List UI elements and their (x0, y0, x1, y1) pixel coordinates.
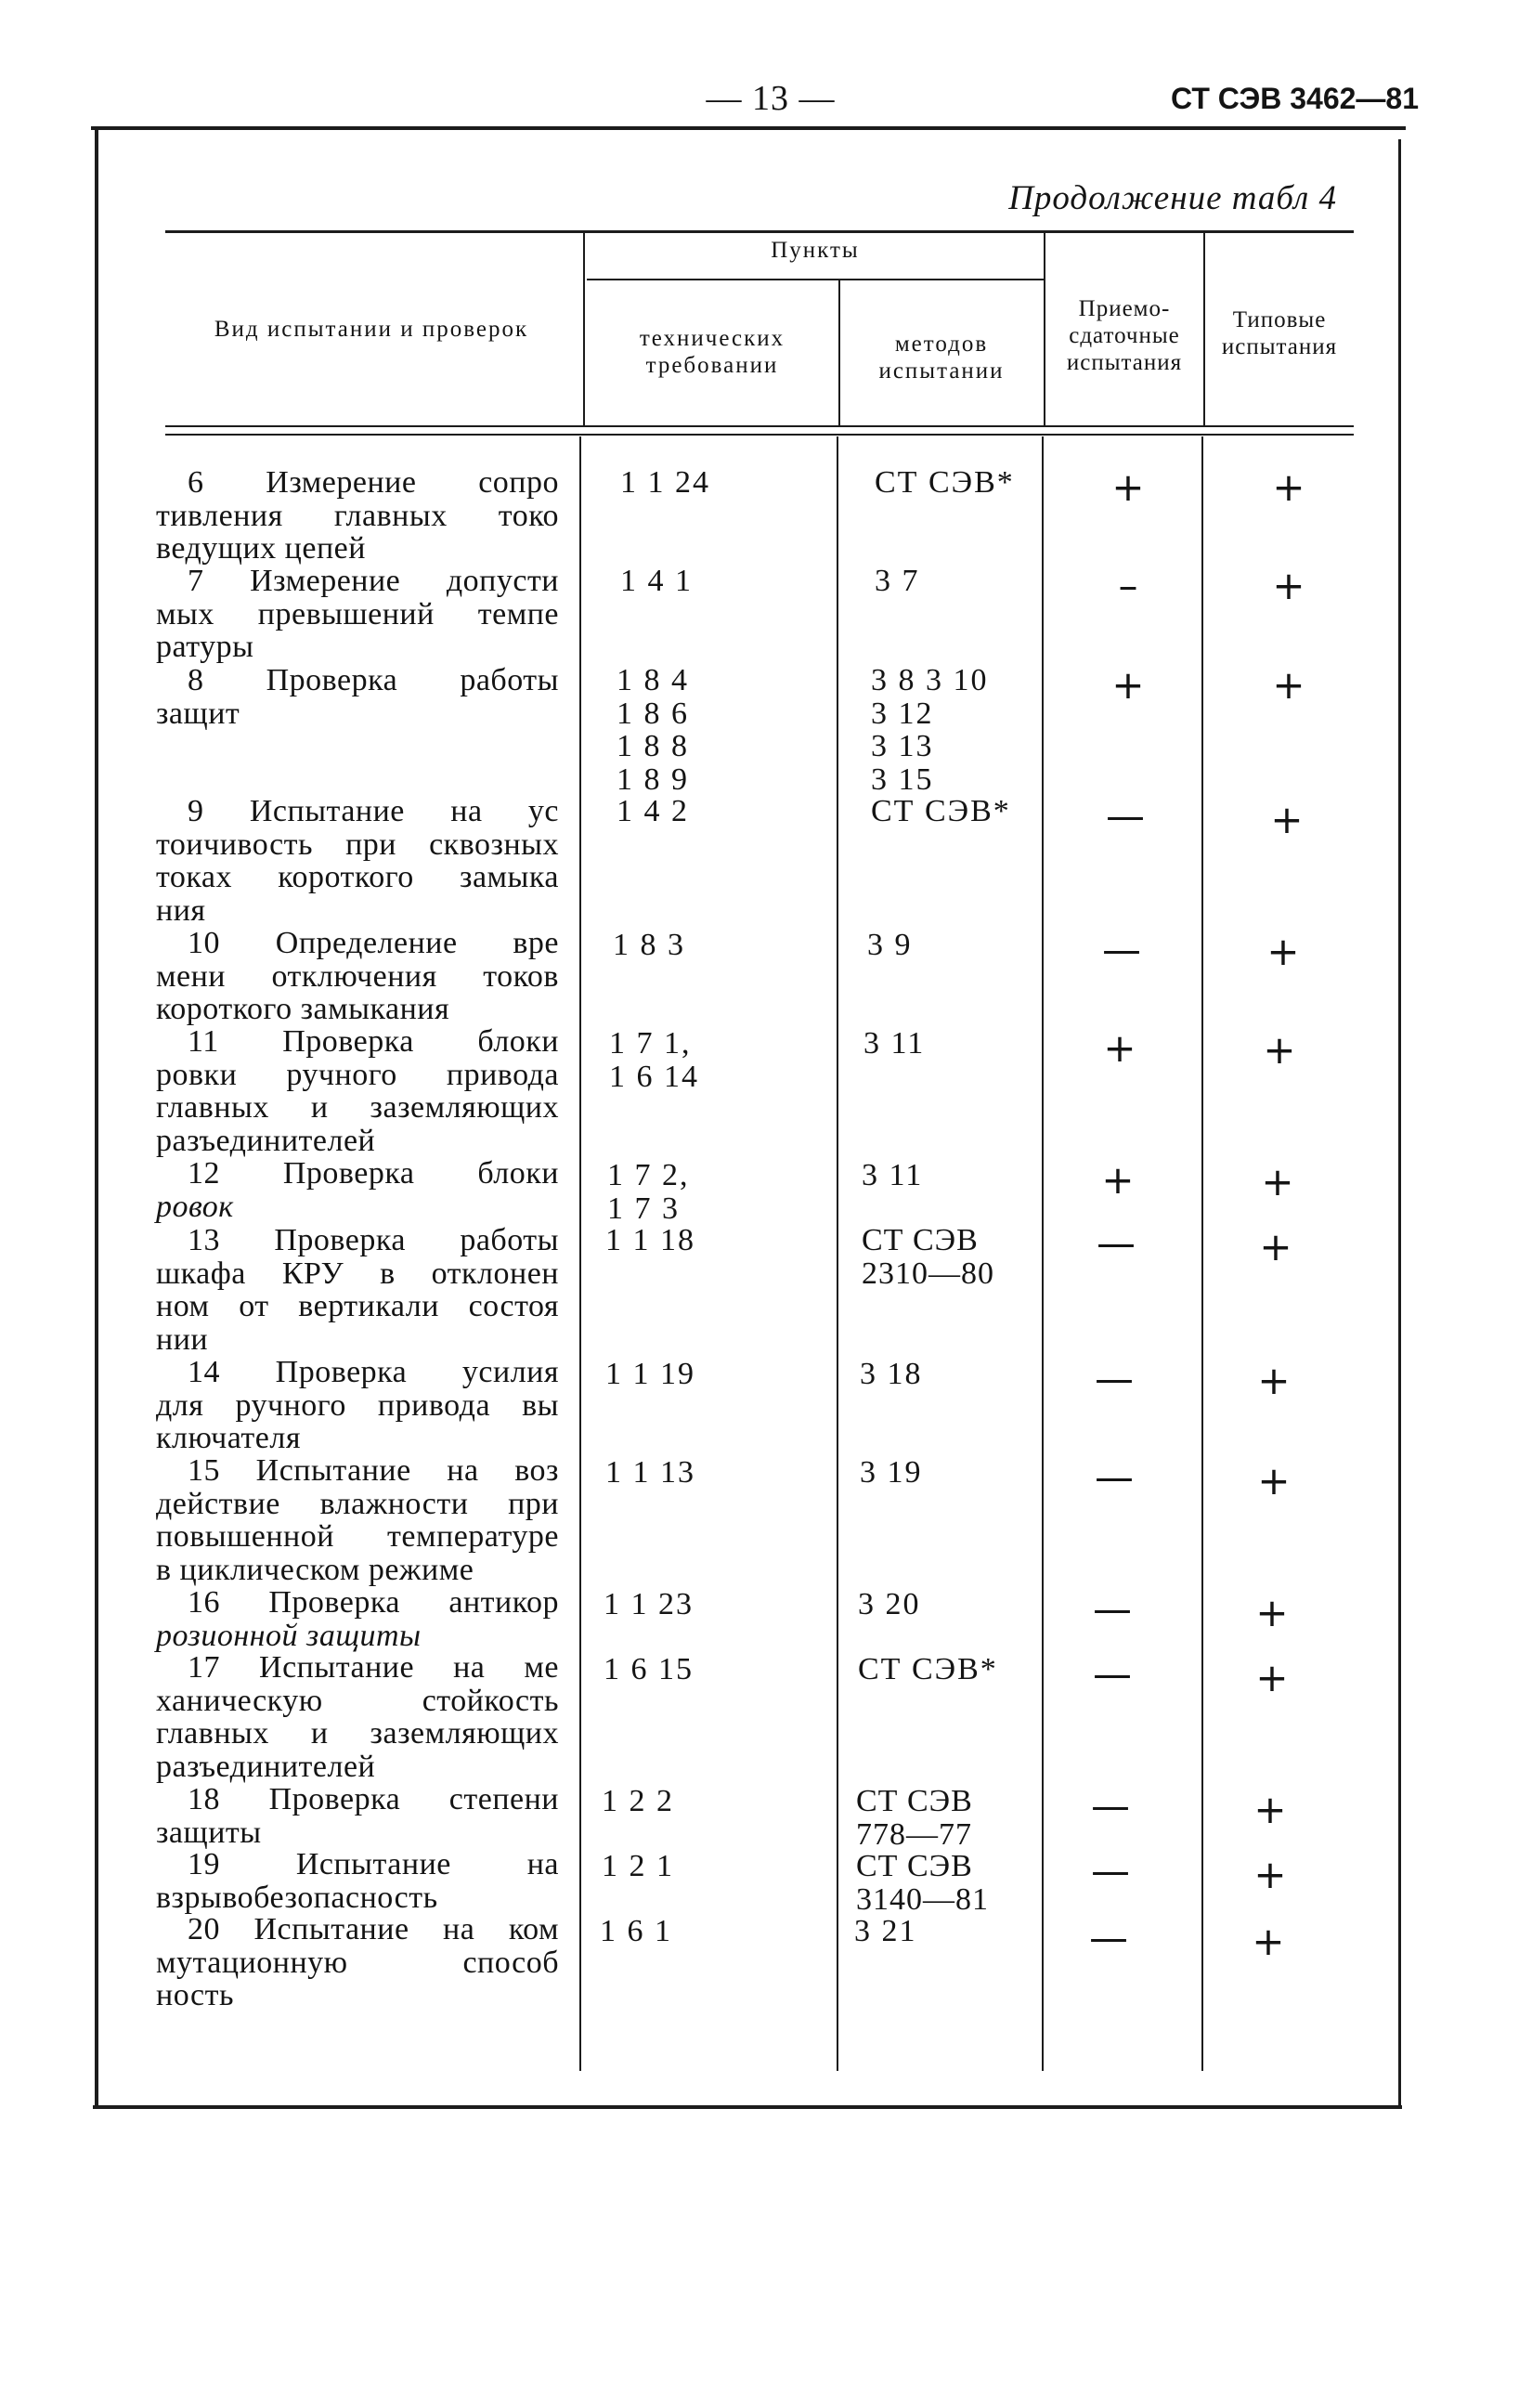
row-tech-value: 1 8 4 (617, 663, 689, 697)
row-tech-value: 1 8 8 (617, 729, 689, 763)
row-acceptance-mark: — (1106, 793, 1145, 839)
row-type-mark: + (1252, 1919, 1285, 1964)
row-methods (862, 1224, 994, 1290)
row-type-mark: + (1255, 1590, 1289, 1635)
row-tech (604, 1653, 694, 1686)
row-methods-value: 778—77 (856, 1816, 972, 1852)
row-desc-line: 10 Определение вре (188, 926, 559, 960)
table-row-desc (156, 1586, 559, 1652)
row-methods-value: СТ СЭВ* (858, 1652, 998, 1686)
row-tech (604, 1588, 694, 1621)
row-acceptance-mark: — (1091, 1783, 1130, 1829)
row-methods (856, 1850, 989, 1916)
col-divider-2 (837, 436, 838, 2071)
header-tech-line-1: технических (639, 326, 785, 351)
row-methods-value: СТ СЭВ (856, 1784, 973, 1818)
row-methods-value: 3 9 (867, 928, 913, 962)
row-acceptance-mark: — (1095, 1356, 1134, 1401)
col-divider-2-header (838, 280, 840, 425)
table-row-desc (156, 1157, 559, 1223)
table-row-desc (156, 1454, 559, 1586)
row-methods-value: 3 11 (863, 1026, 926, 1061)
row-acceptance-mark: — (1093, 1586, 1132, 1632)
table-row-desc (156, 1025, 559, 1157)
row-desc-line: взрывобезопасность (156, 1880, 438, 1915)
row-desc-line: 19 Испытание на (188, 1847, 559, 1881)
table-row-desc (156, 466, 559, 566)
row-desc-line: для ручного привода вы (156, 1387, 559, 1423)
table-row-desc (156, 1913, 559, 2012)
row-desc-line: 15 Испытание на воз (188, 1453, 559, 1488)
row-tech-value: 1 1 18 (605, 1223, 695, 1257)
row-acceptance-mark: + (1101, 1157, 1135, 1203)
row-tech-value: 1 2 2 (602, 1784, 674, 1818)
table-row-desc (156, 795, 559, 927)
header-rule (91, 126, 1406, 130)
row-tech-value: 1 1 24 (620, 465, 710, 500)
header-double-rule-1 (165, 425, 1354, 427)
row-methods-value: 3 18 (860, 1357, 923, 1391)
row-methods-value: СТ СЭВ* (871, 794, 1011, 828)
row-methods-value: СТ СЭВ (862, 1223, 979, 1257)
row-methods-value: 3 19 (860, 1455, 923, 1490)
row-desc-line: 12 Проверка блоки (188, 1156, 559, 1191)
header-kind-text: Вид испытании и проверок (214, 317, 529, 342)
row-desc-line: главных и заземляющих (156, 1090, 559, 1125)
row-acceptance-mark: — (1089, 1915, 1128, 1960)
row-desc-line: ханическую стойкость (156, 1683, 559, 1718)
row-methods-value: СТ СЭВ (856, 1849, 973, 1883)
row-tech (613, 929, 685, 962)
row-tech-value: 1 1 19 (605, 1357, 695, 1391)
header-methods (841, 331, 1042, 384)
page-number: — 13 — (706, 79, 836, 118)
header-acceptance-line-3: испытания (1066, 350, 1183, 375)
row-methods-value: 2310—80 (862, 1256, 994, 1291)
row-desc-line: 20 Испытание на ком (188, 1912, 559, 1946)
row-tech (617, 664, 689, 796)
row-desc-line: ния (156, 892, 206, 928)
row-desc-line: 14 Проверка усилия (188, 1355, 559, 1389)
header-points-group-text: Пункты (771, 238, 860, 263)
table-row-desc (156, 1651, 559, 1783)
row-methods (863, 1027, 925, 1061)
row-acceptance-mark: — (1091, 1848, 1130, 1894)
row-desc-line: защиты (156, 1815, 262, 1850)
row-methods (867, 929, 913, 962)
row-tech-value: 1 7 1, (609, 1026, 692, 1061)
row-desc-line: тивления главных токо (156, 498, 559, 533)
row-methods (871, 795, 1011, 828)
row-tech-value: 1 7 3 (607, 1191, 680, 1226)
row-tech-value: 1 4 2 (617, 794, 689, 828)
header-acceptance-line-2: сдаточные (1069, 323, 1180, 348)
col-divider-1 (579, 436, 581, 2071)
row-desc-line: разъединителей (156, 1123, 376, 1158)
col-divider-4 (1201, 436, 1203, 2071)
row-type-mark: + (1259, 1224, 1292, 1269)
header-double-rule-2 (165, 434, 1354, 436)
row-tech-value: 1 6 14 (609, 1059, 699, 1094)
row-tech (620, 565, 693, 598)
col-divider-3 (1042, 436, 1044, 2071)
row-acceptance-mark: + (1111, 662, 1145, 708)
row-desc-line: ровок (156, 1189, 234, 1224)
row-methods (860, 1456, 923, 1490)
row-desc-line: розионной защиты (156, 1618, 422, 1653)
row-methods-value: 3 15 (871, 761, 934, 797)
row-desc-line: нии (156, 1321, 209, 1357)
row-type-mark: + (1257, 1358, 1291, 1403)
row-desc-line: повышенной температуре (156, 1519, 559, 1554)
table-row-desc (156, 664, 559, 730)
row-tech (617, 795, 689, 828)
row-type-mark: + (1266, 929, 1300, 974)
table-row-desc (156, 927, 559, 1026)
row-acceptance-mark: + (1111, 464, 1145, 510)
row-methods (875, 565, 920, 598)
row-tech (602, 1785, 674, 1818)
row-acceptance-mark: — (1095, 1454, 1134, 1500)
row-desc-line: мых превышений темпе (156, 596, 559, 631)
header-type-line-1: Типовые (1232, 307, 1327, 332)
table-top-rule (165, 230, 1354, 233)
row-tech-value: 1 6 15 (604, 1652, 694, 1686)
row-type-mark: + (1255, 1655, 1289, 1700)
row-desc-line: тоичивость при сквозных (156, 827, 559, 862)
row-acceptance-mark: — (1097, 1220, 1136, 1266)
row-methods (871, 664, 989, 796)
row-desc-line: шкафа КРУ в отклонен (156, 1256, 559, 1291)
row-desc-line: 8 Проверка работы (188, 663, 559, 697)
row-methods (856, 1785, 973, 1851)
row-desc-line: ратуры (156, 630, 254, 664)
row-type-mark: + (1272, 464, 1305, 510)
row-methods-value: 3 8 3 10 (871, 663, 989, 697)
row-tech (609, 1027, 699, 1093)
row-tech-value: 1 1 13 (605, 1455, 695, 1490)
table-row-desc (156, 1848, 559, 1914)
row-desc-line: мутационную способ (156, 1945, 559, 1980)
row-type-mark: + (1270, 797, 1304, 842)
col-divider-1-header (583, 232, 585, 425)
table-row-desc (156, 1783, 559, 1849)
row-desc-line: ведущих цепей (156, 531, 366, 566)
row-desc-line: 17 Испытание на ме (188, 1650, 559, 1685)
frame-right (1398, 139, 1401, 2106)
standard-code: СТ СЭВ 3462—81 (1171, 82, 1419, 115)
header-acceptance (1045, 295, 1203, 376)
header-kind (167, 316, 576, 343)
row-tech (602, 1850, 674, 1883)
row-methods-value: 3 7 (875, 564, 920, 598)
header-type-line-2: испытания (1221, 334, 1338, 359)
row-type-mark: + (1263, 1027, 1296, 1073)
table-row-desc (156, 1356, 559, 1455)
row-methods-value: 3 20 (858, 1587, 921, 1621)
table-row-desc (156, 565, 559, 664)
row-tech-value: 1 2 1 (602, 1849, 674, 1883)
row-desc-line: короткого замыкания (156, 992, 450, 1026)
row-desc-line: 11 Проверка блоки (188, 1024, 559, 1059)
row-methods (875, 466, 1015, 500)
row-desc-line: действие влажности при (156, 1486, 559, 1521)
row-acceptance-mark: — (1102, 927, 1141, 972)
row-type-mark: + (1272, 662, 1305, 708)
row-desc-line: главных и заземляющих (156, 1716, 559, 1751)
row-desc-line: 6 Измерение сопро (188, 465, 559, 500)
row-type-mark: + (1261, 1159, 1294, 1204)
header-acceptance-line-1: Приемо- (1078, 296, 1171, 321)
header-tech-line-2: требовании (645, 353, 779, 378)
header-points-group (587, 237, 1044, 264)
row-desc-line: 16 Проверка антикор (188, 1585, 559, 1620)
row-desc-line: 9 Испытание на ус (188, 794, 559, 828)
row-methods (862, 1159, 923, 1192)
row-desc-line: защит (156, 696, 240, 731)
row-tech (600, 1915, 672, 1948)
row-acceptance-mark: + (1103, 1025, 1136, 1071)
row-tech-value: 1 8 3 (613, 928, 685, 962)
row-type-mark: + (1253, 1852, 1287, 1897)
header-type-tests (1205, 306, 1354, 360)
row-tech (605, 1456, 695, 1490)
row-tech-value: 1 8 6 (617, 696, 689, 731)
row-methods-value: 3 12 (871, 696, 934, 731)
row-desc-line: 7 Измерение допусти (188, 564, 559, 598)
header-methods-line-2: испытании (878, 358, 1005, 384)
row-type-mark: + (1272, 563, 1305, 608)
row-tech (605, 1224, 695, 1257)
row-methods-value: 3140—81 (856, 1881, 989, 1917)
row-methods (858, 1653, 998, 1686)
row-methods (854, 1915, 917, 1948)
row-tech (607, 1159, 690, 1225)
row-methods (860, 1358, 923, 1391)
table-continuation-caption: Продолжение табл 4 (1008, 179, 1337, 217)
row-acceptance-mark: — (1093, 1651, 1132, 1697)
row-methods-value: 3 13 (871, 729, 934, 763)
row-desc-line: разъединителей (156, 1749, 376, 1784)
row-tech (605, 1358, 695, 1391)
row-tech-value: 1 4 1 (620, 564, 693, 598)
header-tech (587, 325, 837, 379)
row-desc-line: ровки ручного привода (156, 1057, 559, 1092)
row-desc-line: ность (156, 1978, 234, 2012)
row-type-mark: + (1253, 1787, 1287, 1832)
frame-bottom (93, 2105, 1402, 2109)
table-row-desc (156, 1224, 559, 1356)
frame-left (95, 130, 98, 2108)
row-methods-value: 3 21 (854, 1914, 917, 1948)
row-type-mark: + (1257, 1458, 1291, 1503)
header-methods-line-1: методов (894, 332, 989, 357)
row-desc-line: мени отключения токов (156, 958, 559, 994)
row-desc-line: 18 Проверка степени (188, 1782, 559, 1816)
row-methods (858, 1588, 921, 1621)
row-desc-line: ключателя (156, 1421, 301, 1455)
row-acceptance-mark: – (1118, 563, 1138, 608)
row-desc-line: в циклическом режиме (156, 1552, 474, 1587)
row-desc-line: 13 Проверка работы (188, 1223, 559, 1257)
row-tech (620, 466, 710, 500)
row-desc-line: токах короткого замыка (156, 860, 559, 894)
points-group-rule (587, 279, 1045, 280)
row-methods-value: СТ СЭВ* (875, 465, 1015, 500)
row-tech-value: 1 6 1 (600, 1914, 672, 1948)
row-tech-value: 1 8 9 (617, 761, 689, 797)
row-tech-value: 1 7 2, (607, 1158, 690, 1192)
row-desc-line: ном от вертикали состоя (156, 1289, 559, 1323)
row-methods-value: 3 11 (862, 1158, 924, 1192)
row-tech-value: 1 1 23 (604, 1587, 694, 1621)
